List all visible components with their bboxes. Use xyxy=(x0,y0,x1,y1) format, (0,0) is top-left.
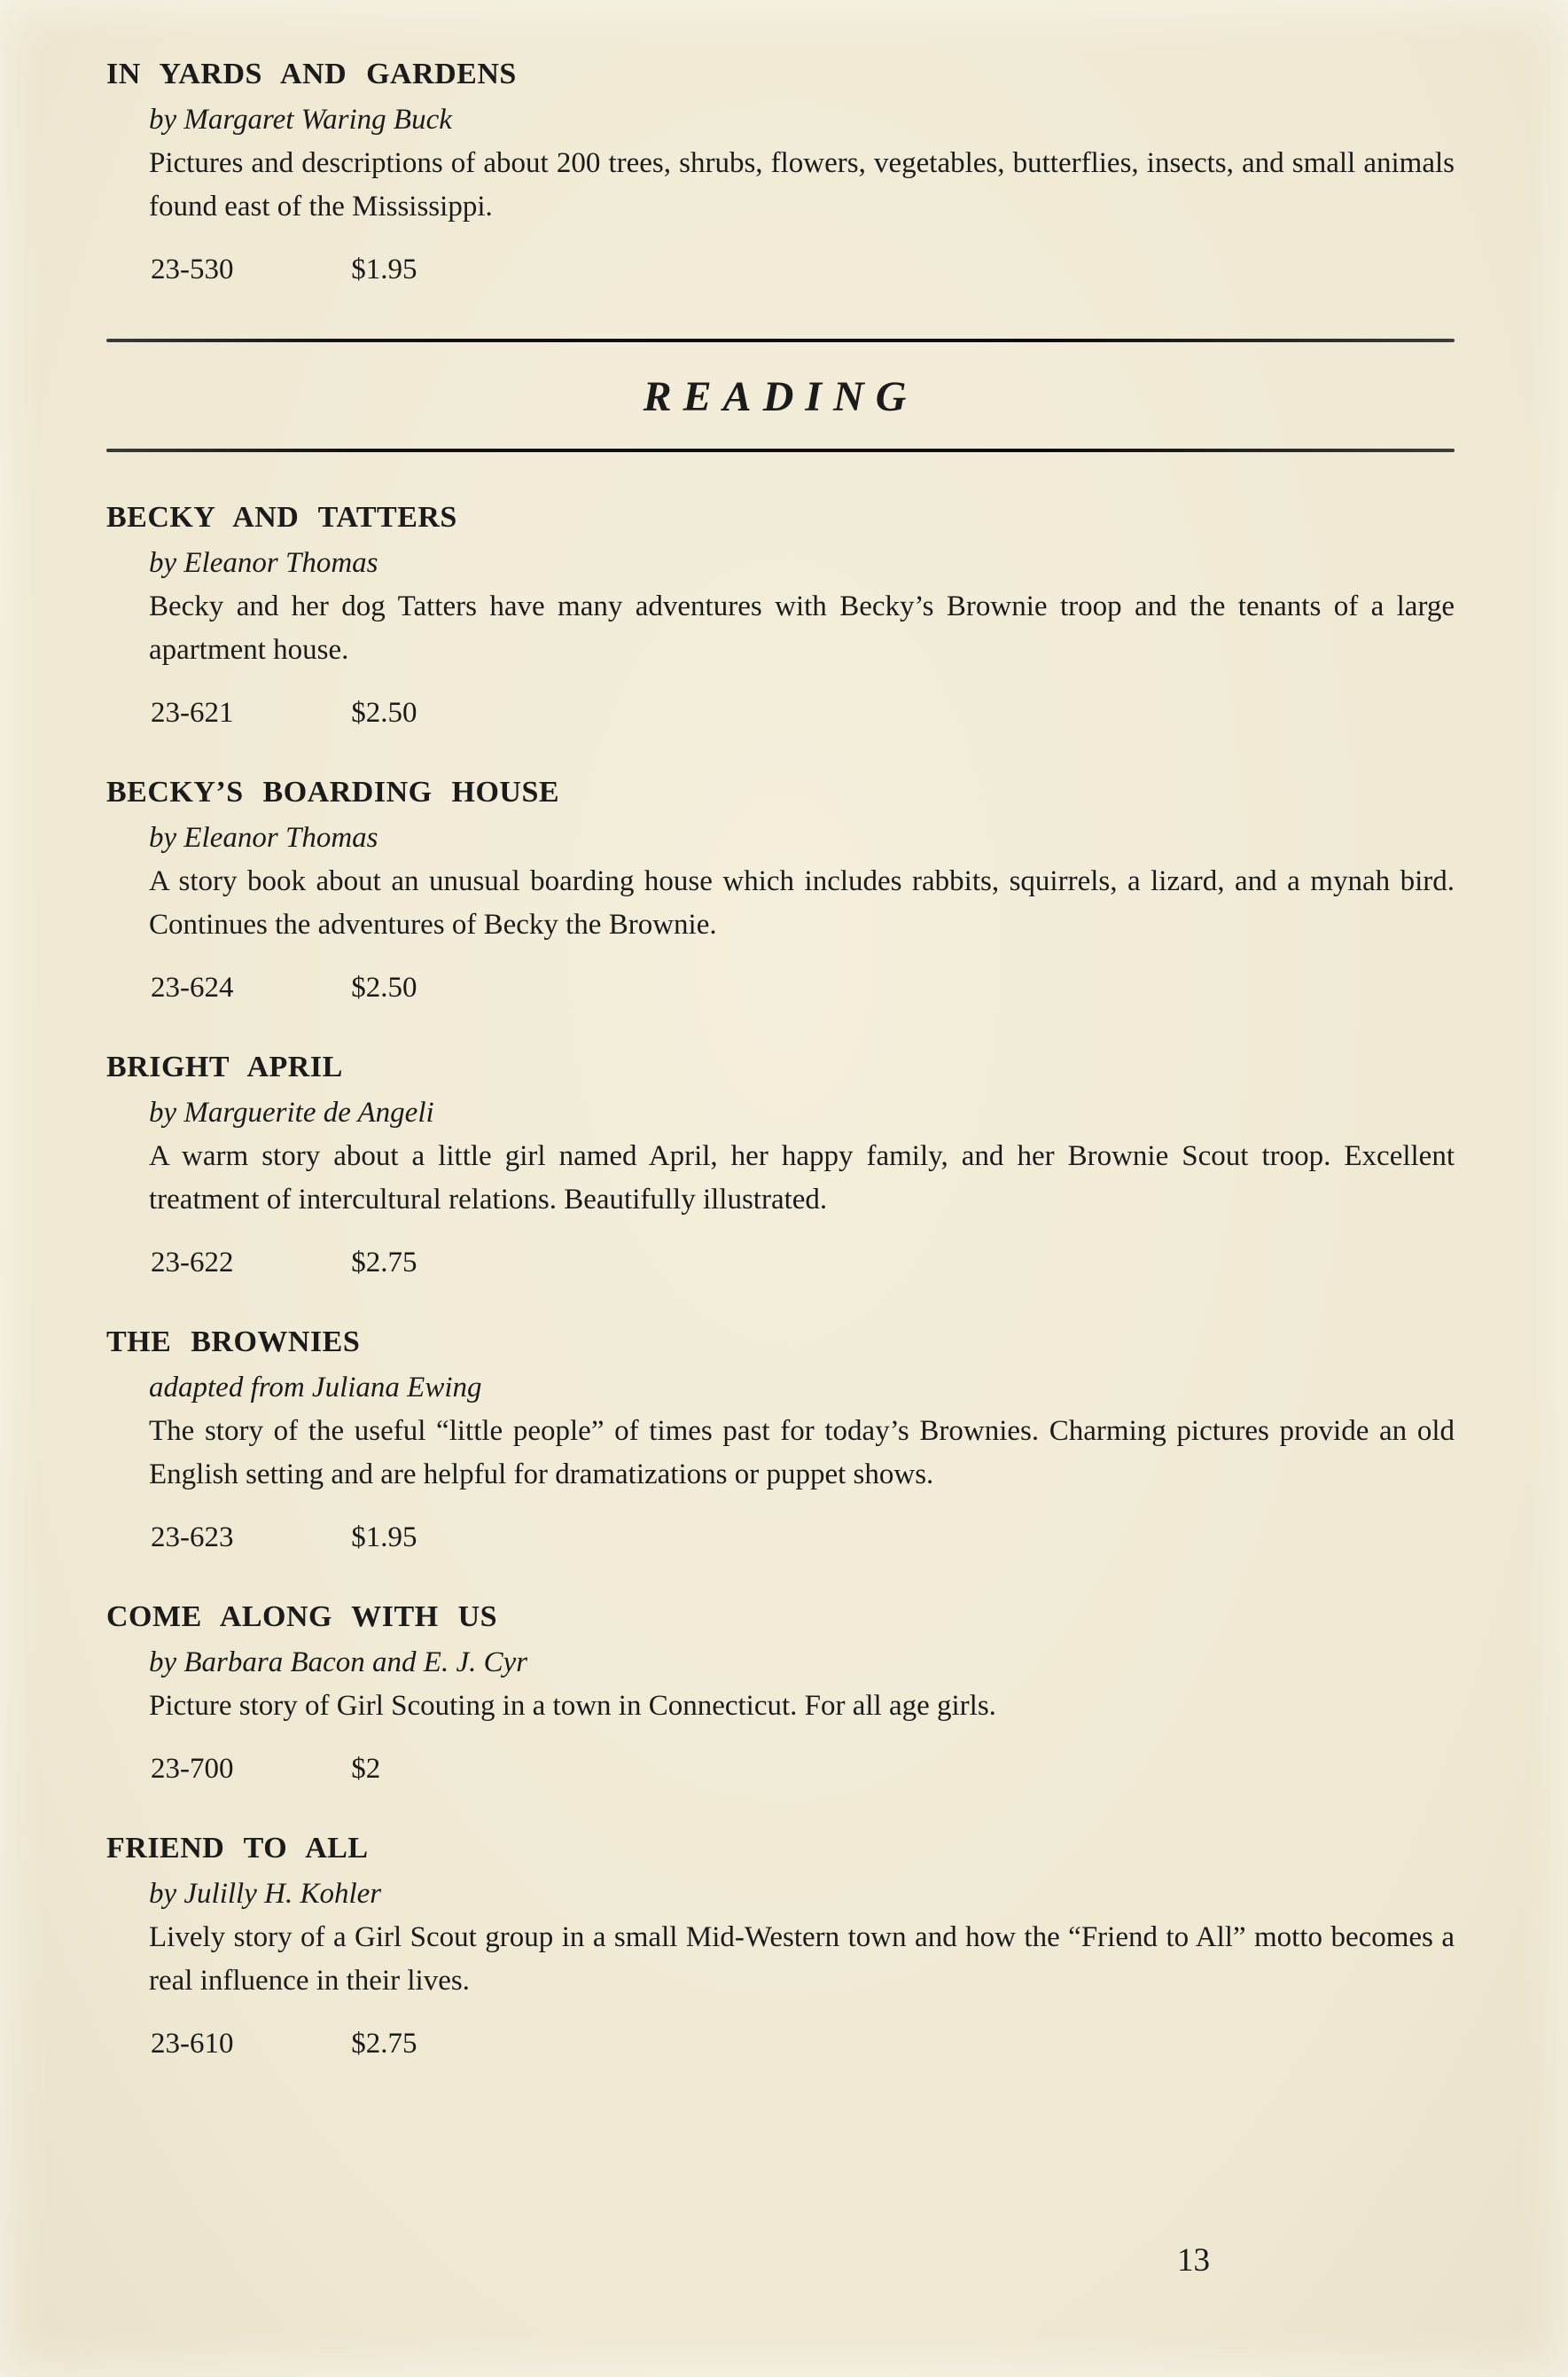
book-byline: by Eleanor Thomas xyxy=(149,822,378,854)
book-order-line xyxy=(151,2026,1455,2061)
book-byline: by Eleanor Thomas xyxy=(149,547,378,579)
book-order-line xyxy=(151,1245,1455,1280)
order-code: 23-623 xyxy=(151,1521,234,1553)
price: $2.75 xyxy=(351,1247,417,1278)
book-description: Becky and her dog Tatters have many adventures with Becky’s Brownie troop and the tenants of a large apartment house. xyxy=(149,590,1455,666)
order-code: 23-624 xyxy=(151,972,234,1004)
divider-rule-top xyxy=(106,339,1455,342)
book-description: The story of the useful “little people” of times past for today’s Brownies. Charming pictures provide an old English setting and are helpful for dramatizations or puppet shows. xyxy=(149,1415,1455,1490)
price: $2 xyxy=(351,1753,381,1785)
price: $1.95 xyxy=(351,1521,417,1553)
book-byline: adapted from Juliana Ewing xyxy=(149,1372,482,1404)
book-order-line xyxy=(151,695,1455,731)
book-title: THE BROWNIES xyxy=(106,1325,361,1358)
book-byline: by Marguerite de Angeli xyxy=(149,1097,434,1129)
book-byline: by Barbara Bacon and E. J. Cyr xyxy=(149,1646,528,1678)
book-entry-the-brownies xyxy=(106,1323,1455,1555)
book-byline: by Julilly H. Kohler xyxy=(149,1878,382,1910)
divider-rule-bottom xyxy=(106,449,1455,452)
book-description: Picture story of Girl Scouting in a town in Connecticut. For all age girls. xyxy=(149,1690,996,1722)
book-title: BECKY’S BOARDING HOUSE xyxy=(106,776,560,809)
price: $2.50 xyxy=(351,697,417,729)
book-title: BRIGHT APRIL xyxy=(106,1051,343,1083)
book-entry-becky-and-tatters xyxy=(106,498,1455,731)
book-entry-beckys-boarding-house xyxy=(106,773,1455,1005)
price: $2.50 xyxy=(351,972,417,1004)
page-number: 13 xyxy=(1177,2242,1210,2279)
order-code: 23-700 xyxy=(151,1753,234,1785)
order-code: 23-610 xyxy=(151,2028,234,2060)
section-heading: READING xyxy=(643,373,918,420)
book-title: COME ALONG WITH US xyxy=(106,1600,498,1633)
book-entry-come-along-with-us xyxy=(106,1598,1455,1787)
price: $2.75 xyxy=(351,2028,417,2060)
price: $1.95 xyxy=(351,254,417,285)
book-title: BECKY AND TATTERS xyxy=(106,501,457,534)
book-byline: by Margaret Waring Buck xyxy=(149,104,452,136)
book-title: FRIEND TO ALL xyxy=(106,1832,369,1865)
book-entry-friend-to-all xyxy=(106,1829,1455,2061)
book-entry-bright-april xyxy=(106,1048,1455,1280)
book-order-line xyxy=(151,1751,1455,1787)
book-description: A story book about an unusual boarding house which includes rabbits, squirrels, a lizard, and a mynah bird. Continues the adventures of Becky the Brownie. xyxy=(149,865,1455,941)
book-order-line xyxy=(151,1520,1455,1555)
order-code: 23-530 xyxy=(151,254,234,285)
book-description: Lively story of a Girl Scout group in a small Mid-Western town and how the “Friend to All” motto becomes a real influence in their lives. xyxy=(149,1921,1455,1997)
order-code: 23-621 xyxy=(151,697,234,729)
book-description: Pictures and descriptions of about 200 trees, shrubs, flowers, vegetables, butterflies, insects, and small animals found east of the Mississippi. xyxy=(149,147,1455,223)
order-code: 23-622 xyxy=(151,1247,234,1278)
book-description: A warm story about a little girl named April, her happy family, and her Brownie Scout troop. Excellent treatment of intercultural relations. Beautifully illustrated. xyxy=(149,1140,1455,1216)
book-entry-in-yards-and-gardens xyxy=(106,55,1455,287)
book-order-line xyxy=(151,252,1455,287)
book-order-line xyxy=(151,970,1455,1005)
book-title: IN YARDS AND GARDENS xyxy=(106,58,517,90)
